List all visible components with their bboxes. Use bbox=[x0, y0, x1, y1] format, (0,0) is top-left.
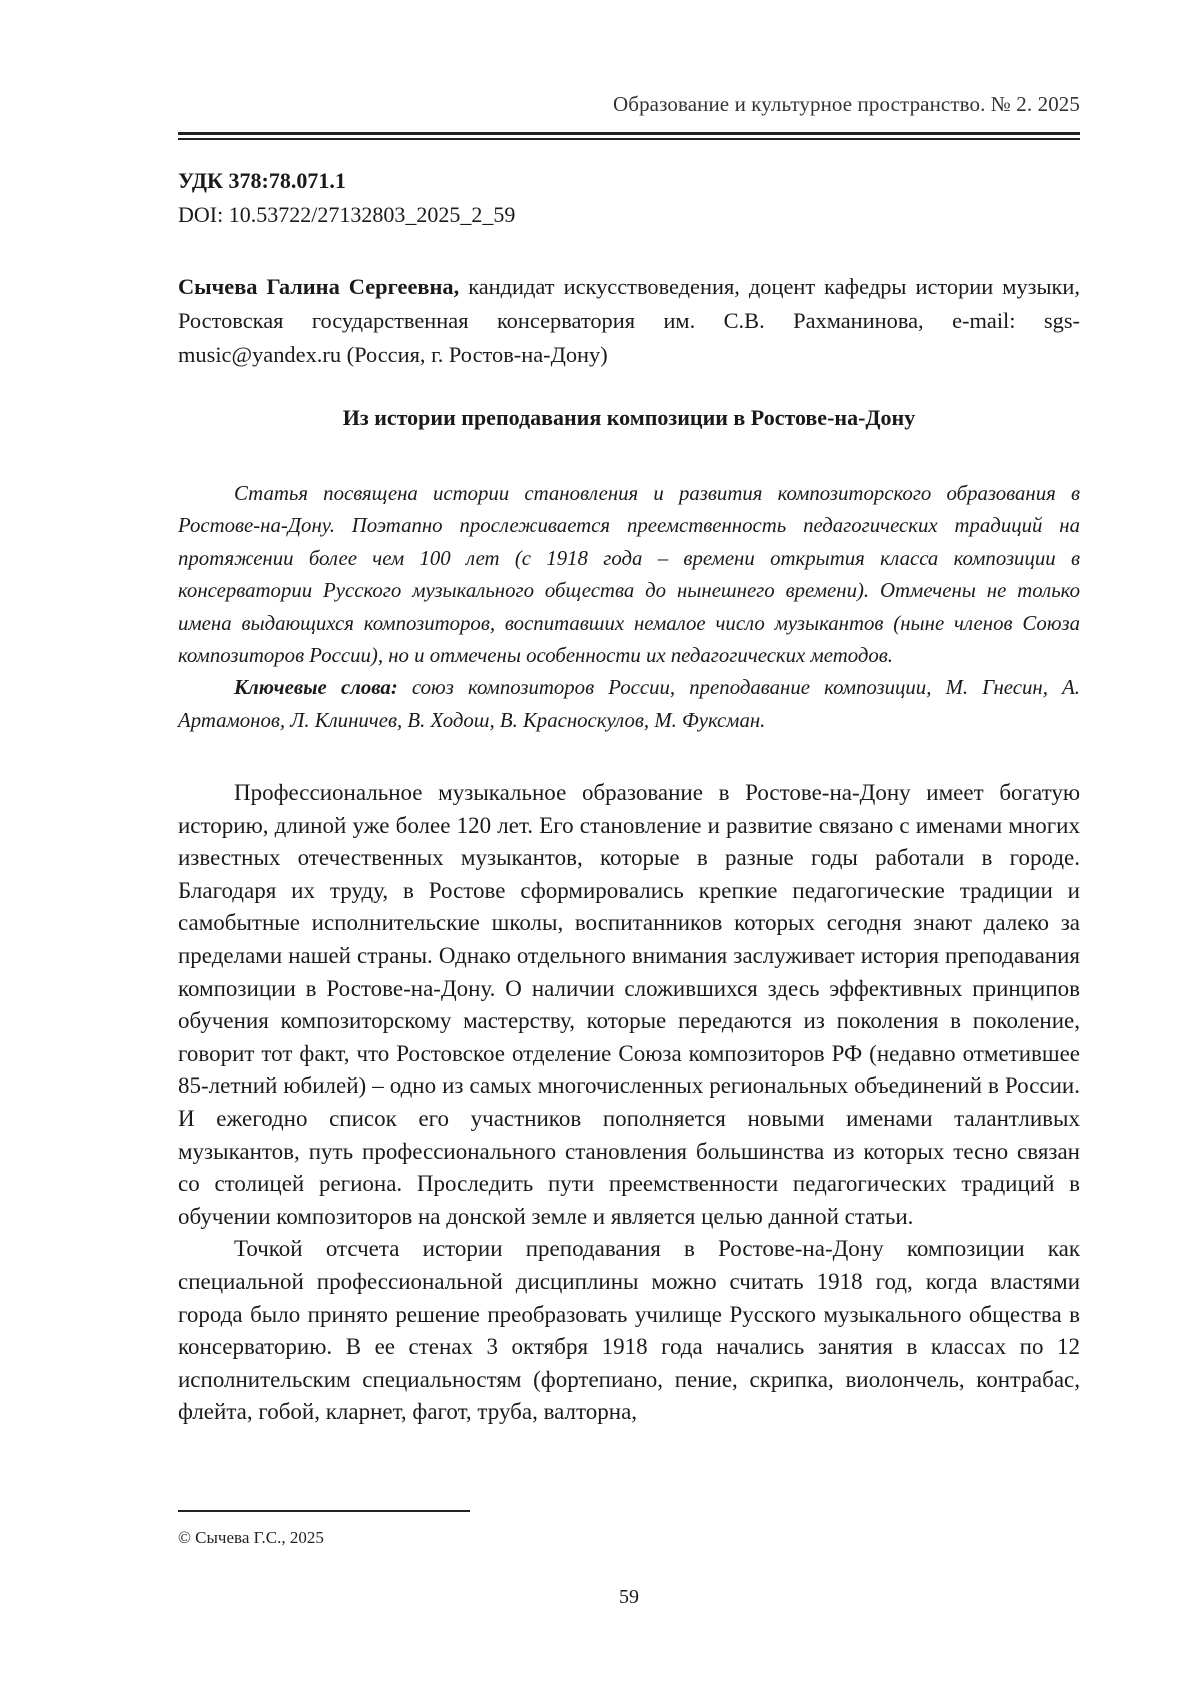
keywords-label: Ключевые слова: bbox=[234, 676, 398, 700]
keywords-list: союз композиторов России, преподавание композиции, М. Гнесин, А. Артамонов, Л. Клиничев, В. Ходош, В. Красноскулов, М. Фуксман. bbox=[178, 676, 1080, 732]
keywords bbox=[178, 672, 1080, 737]
article-title: Из истории преподавания композиции в Ростове-на-Дону bbox=[342, 405, 916, 430]
body-paragraph: Профессиональное музыкальное образование в Ростове-на-Дону имеет богатую историю, длиной уже более 120 лет. Его становление и развитие связано с именами многих известных отечественных музыкантов, которые в разные годы работали в городе. Благодаря их труду, в Ростове сформировались крепкие педагогические традиции и самобытные исполнительские школы, воспитанников которых сегодня знают далеко за пределами нашей страны. Однако отдельного внимания заслуживает история преподавания композиции в Ростове-на-Дону. О наличии сложившихся здесь эффективных принципов обучения композиторскому мастерству, которые передаются из поколения в поколение, говорит тот факт, что Ростовское отделение Союза композиторов РФ (недавно отметившее 85-летний юбилей) – одно из самых многочисленных региональных объединений в России. И ежегодно список его участников пополняется новыми именами талантливых музыкантов, путь профессионального становления большинства из которых тесно связан со столицей региона. Проследить пути преемственности педагогических традиций в обучении композиторов на донской земле и является целью данной статьи. bbox=[178, 780, 1080, 1229]
author-details: кандидат искусствоведения, доцент кафедры истории музыки, Ростовская государственная консерватория им. С.В. Рахманинова, e-mail: sgs-music@yandex.ru (Россия, г. Ростов-на-Дону) bbox=[178, 274, 1080, 367]
journal-page bbox=[178, 0, 1080, 1698]
copyright-footnote: © Сычева Г.С., 2025 bbox=[178, 1528, 324, 1547]
abstract-text: Статья посвящена истории становления и развития композиторского образования в Ростове-на-Дону. Поэтапно прослеживается преемственность педагогических традиций на протяжении более чем 100 лет (с 1918 года – времени открытия класса композиции в консерватории Русского музыкального общества до нынешнего времени). Отмечены не только имена выдающихся композиторов, воспитавших немалое число музыкантов (ныне членов Союза композиторов России), но и отмечены особенности их педагогических методов. bbox=[178, 482, 1080, 668]
author-block bbox=[178, 270, 1080, 372]
article-body bbox=[178, 777, 1080, 1429]
author-name: Сычева Галина Сергеевна, bbox=[178, 274, 460, 299]
running-header: Образование и культурное пространство. № 2. 2025 bbox=[613, 92, 1080, 116]
udk-code: УДК 378:78.071.1 bbox=[178, 168, 346, 193]
abstract bbox=[178, 478, 1080, 737]
doi: DOI: 10.53722/27132803_2025_2_59 bbox=[178, 202, 516, 227]
body-paragraph: Точкой отсчета истории преподавания в Ростове-на-Дону композиции как специальной профессиональной дисциплины можно считать 1918 год, когда властями города было принято решение преобразовать училище Русского музыкального общества в консерваторию. В ее стенах 3 октября 1918 года начались занятия в классах по 12 исполнительским специальностям (фортепиано, пение, скрипка, виолончель, контрабас, флейта, гобой, кларнет, фагот, труба, валторна, bbox=[178, 1236, 1080, 1425]
header-double-rule bbox=[178, 132, 1080, 140]
footnote-rule bbox=[178, 1510, 470, 1512]
page-number: 59 bbox=[619, 1586, 639, 1608]
